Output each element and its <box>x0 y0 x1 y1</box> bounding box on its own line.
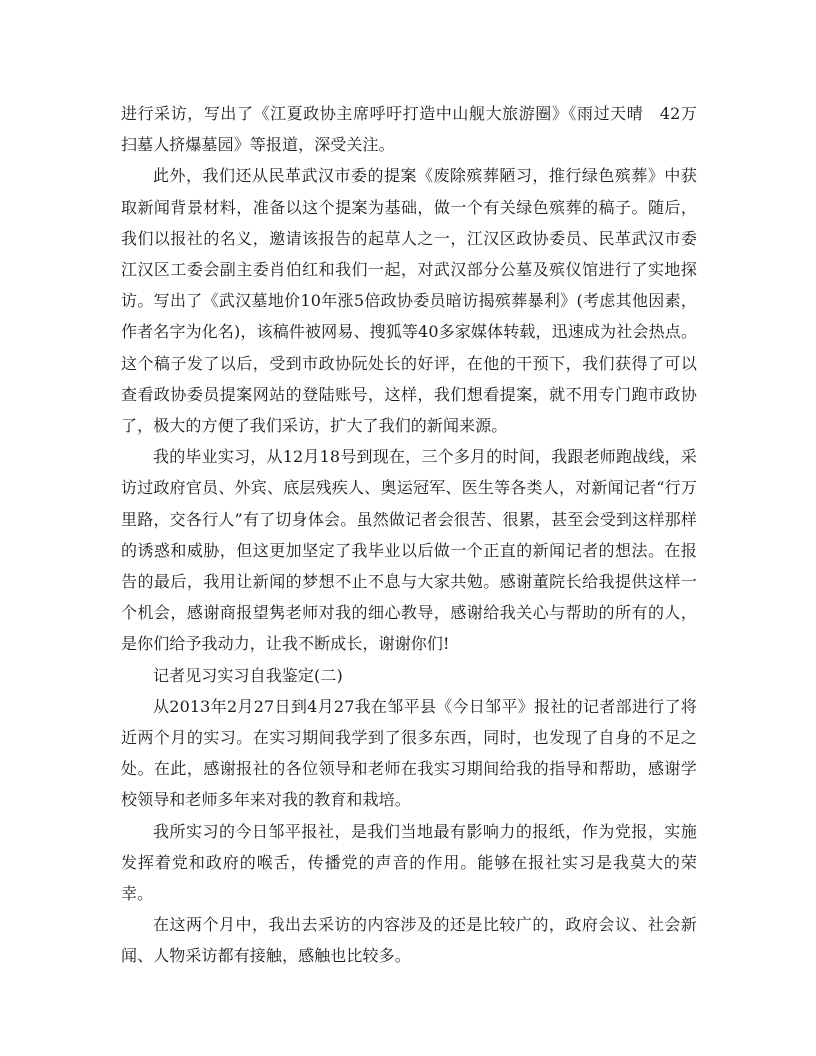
document-page <box>121 98 697 972</box>
paragraph-internship-intro: 从2013年2月27日到4月27我在邹平县《今日邹平》报社的记者部进行了将近两个月的实习。在实习期间我学到了很多东西，同时，也发现了自身的不足之处。在此，感谢报社的各位领导和老师在我实习期间给我的指导和帮助，感谢学校领导和老师多年来对我的教育和栽培。 <box>121 696 697 810</box>
paragraph-continuation: 进行采访，写出了《江夏政协主席呼吁打造中山舰大旅游圈》《雨过天晴 42万扫墓人挤爆墓园》等报道，深受关注。 <box>121 104 697 155</box>
paragraph-graduation-internship: 我的毕业实习，从12月18号到现在，三个多月的时间，我跟老师跑战线，采访过政府官员、外宾、底层残疾人、奥运冠军、医生等各类人，对新闻记者“行万里路，交各行人”有了切身体会。虽然做记者会很苦、很累，甚至会受到这样那样的诱惑和威胁，但这更加坚定了我毕业以后做一个正直的新闻记者的想法。在报告的最后，我用让新闻的梦想不止不息与大家共勉。感谢董院长给我提供这样一个机会，感谢商报望隽老师对我的细心教导，感谢给我关心与帮助的所有的人，是你们给予我动力，让我不断成长，谢谢你们! <box>121 447 697 654</box>
section-heading: 记者见习实习自我鉴定(二) <box>153 665 343 685</box>
paragraph-newspaper-description: 我所实习的今日邹平报社，是我们当地最有影响力的报纸，作为党报，实施发挥着党和政府的喉舌，传播党的声音的作用。能够在报社实习是我莫大的荣幸。 <box>121 821 697 904</box>
paragraph-interview-scope: 在这两个月中，我出去采访的内容涉及的还是比较广的，政府会议、社会新闻、人物采访都有接触，感触也比较多。 <box>121 915 697 966</box>
paragraph-proposal-story: 此外，我们还从民革武汉市委的提案《废除殡葬陋习，推行绿色殡葬》中获取新闻背景材料，准备以这个提案为基础，做一个有关绿色殡葬的稿子。随后，我们以报社的名义，邀请该报告的起草人之一，江汉区政协委员、民革武汉市委江汉区工委会副主委肖伯红和我们一起，对武汉部分公墓及殡仪馆进行了实地探访。写出了《武汉墓地价10年涨5倍政协委员暗访揭殡葬暴利》(考虑其他因素，作者名字为化名)，该稿件被网易、搜狐等40多家媒体转载，迅速成为社会热点。这个稿子发了以后，受到市政协阮处长的好评，在他的干预下，我们获得了可以查看政协委员提案网站的登陆账号，这样，我们想看提案，就不用专门跑市政协了，极大的方便了我们采访，扩大了我们的新闻来源。 <box>121 166 697 436</box>
